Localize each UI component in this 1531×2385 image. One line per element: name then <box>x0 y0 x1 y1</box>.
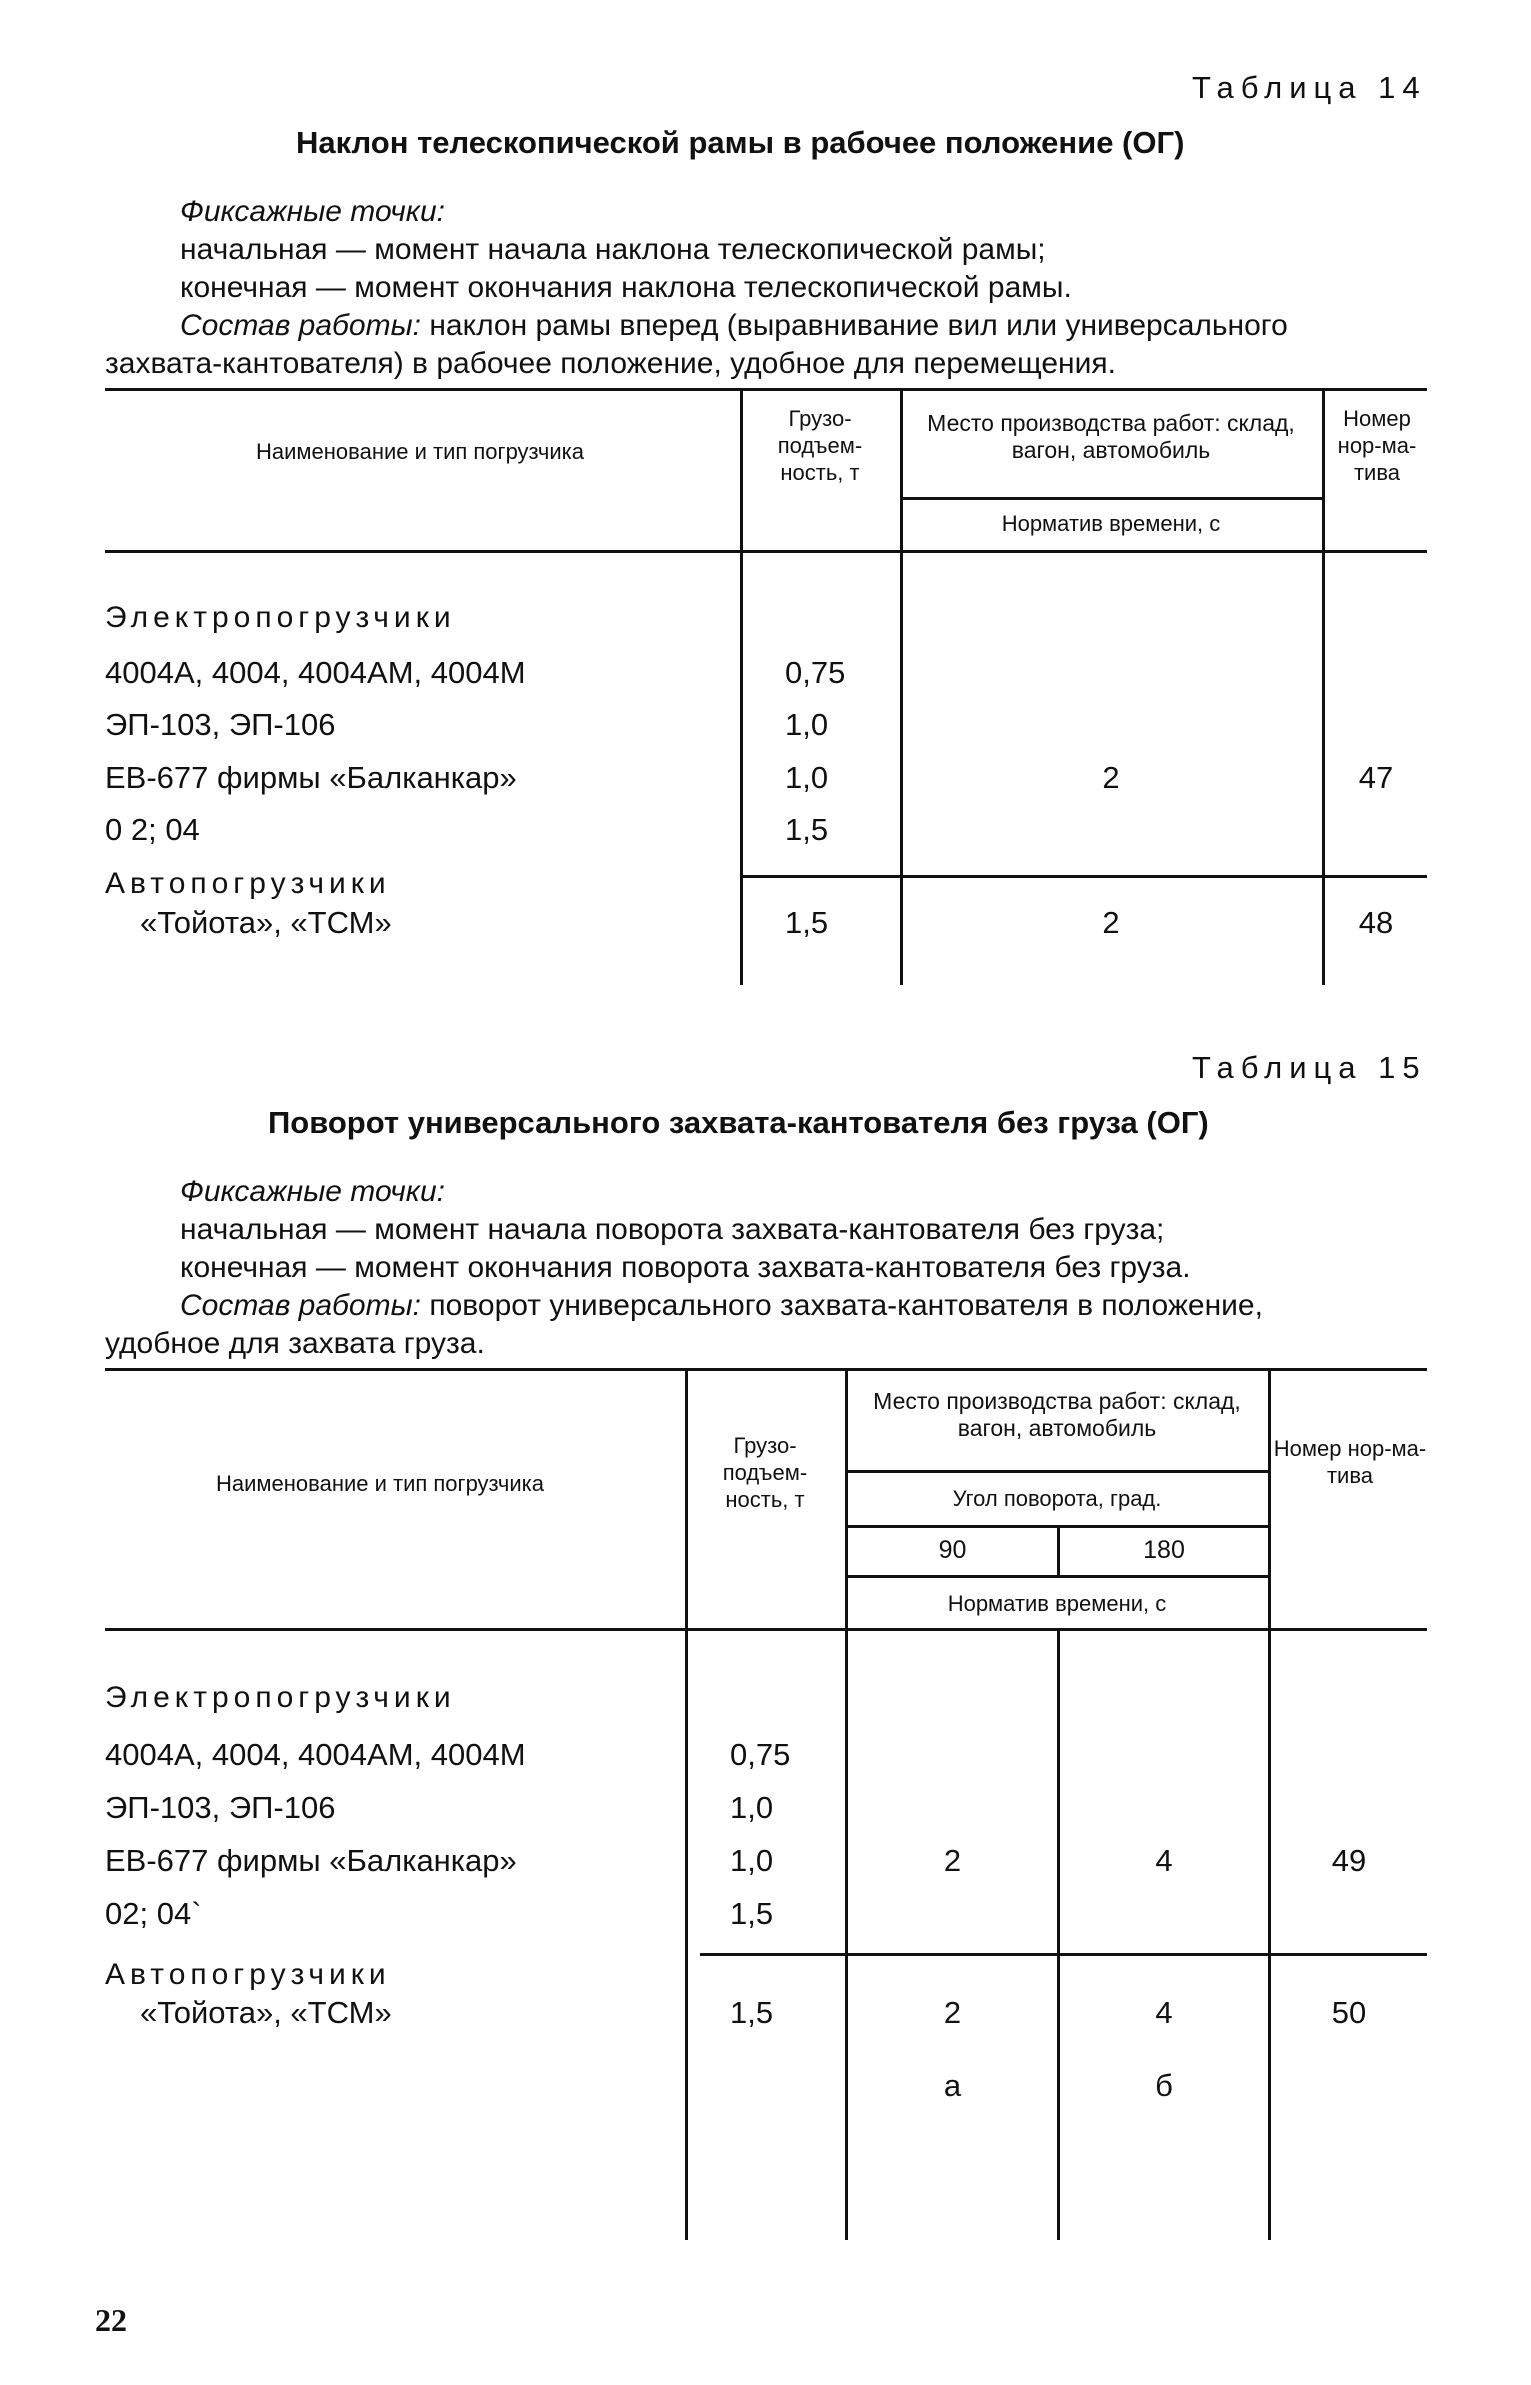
table15-top-rule <box>105 1368 1427 1371</box>
table15-auto-t180: 4 <box>1155 1995 1173 2030</box>
table15-fix-label: Фиксажные точки: <box>180 1175 445 1208</box>
table14-auto-name: «Тойота», «ТСМ» <box>140 905 392 940</box>
table14-col-divider-3 <box>1322 388 1325 985</box>
table15-header-90: 90 <box>938 1536 967 1564</box>
page-number: 22 <box>95 2302 127 2338</box>
table15-auto-name: «Тойота», «ТСМ» <box>140 1995 392 2030</box>
table14-group1-time: 2 <box>1102 760 1120 795</box>
table15-row2-name: ЭП-103, ЭП-106 <box>105 1790 336 1825</box>
table14-label: Таблица 14 <box>1192 70 1427 105</box>
table15-work-line1 <box>180 1289 1263 1323</box>
table15-group-auto: Автопогрузчики <box>105 1958 391 1991</box>
table14-title: Наклон телескопической рамы в рабочее положение (ОГ) <box>296 125 1185 160</box>
table15-row4-name: 02; 04` <box>105 1896 202 1931</box>
table15-auto-number: 50 <box>1331 1995 1367 2030</box>
table15-group1-t180: 4 <box>1155 1843 1173 1878</box>
table14-row1-cap: 0,75 <box>785 655 846 690</box>
table15-group1-number: 49 <box>1331 1843 1367 1878</box>
table15-header-capacity: Грузо-подъем-ность, т <box>722 1433 808 1512</box>
table15-title: Поворот универсального захвата-кантователя без груза (ОГ) <box>268 1105 1209 1140</box>
table14-fix-label: Фиксажные точки: <box>180 195 445 228</box>
table14-col-divider-2 <box>900 388 903 985</box>
table15-auto-t90: 2 <box>943 1995 962 2030</box>
table14-header-place: Место производства работ: склад, вагон, автомобиль <box>927 410 1295 463</box>
table14-work-text1: наклон рамы вперед (выравнивание вил или универсального <box>421 309 1288 342</box>
table15-angle-divider <box>1057 1525 1060 1577</box>
table15-col-letter-a: а <box>943 2068 962 2103</box>
table14-header-norm-time: Норматив времени, с <box>1001 511 1221 536</box>
table15-col-divider-3 <box>1057 1628 1060 2240</box>
table14-work-label: Состав работы: <box>180 309 422 342</box>
table15-row2-cap: 1,0 <box>730 1790 774 1825</box>
table15-row3-cap: 1,0 <box>730 1843 774 1878</box>
table14-auto-number: 48 <box>1358 905 1394 940</box>
table14-auto-time: 2 <box>1102 905 1120 940</box>
table14-group-electro: Электропогрузчики <box>105 601 456 634</box>
table15-header-name: Наименование и тип погрузчика <box>215 1471 545 1496</box>
table14-work-line2: захвата-кантователя) в рабочее положение, удобное для перемещения. <box>105 347 1116 380</box>
table14-fix-end: конечная — момент окончания наклона телескопической рамы. <box>180 271 1072 304</box>
table14-fix-start: начальная — момент начала наклона телескопической рамы; <box>180 233 1046 266</box>
table15-work-line2: удобное для захвата груза. <box>105 1327 485 1360</box>
table14-row4-name: 0 2; 04 <box>105 812 200 847</box>
table15-col-letter-b: б <box>1155 2068 1173 2103</box>
table14-col-divider-1 <box>740 388 743 985</box>
table15-row3-name: ЕВ-677 фирмы «Балканкар» <box>105 1843 517 1878</box>
table15-label: Таблица 15 <box>1192 1050 1427 1085</box>
table14-row4-cap: 1,5 <box>785 812 829 847</box>
table15-row4-cap: 1,5 <box>730 1896 774 1931</box>
table14-subheader-rule <box>900 497 1322 500</box>
table15-work-label: Состав работы: <box>180 1289 422 1322</box>
table15-header-norm-time: Норматив времени, с <box>947 1591 1167 1616</box>
table14-row2-cap: 1,0 <box>785 707 829 742</box>
table15-row1-cap: 0,75 <box>730 1737 791 1772</box>
table14-work-line1 <box>180 309 1288 343</box>
table15-header-bottom-rule <box>105 1628 1427 1631</box>
table15-angle-top-rule <box>845 1470 1270 1473</box>
table14-header-capacity: Грузо-подъем-ность, т <box>777 406 863 485</box>
table15-header-place: Место производства работ: склад, вагон, автомобиль <box>873 1388 1241 1441</box>
table14-top-rule <box>105 388 1427 391</box>
table14-row3-cap: 1,0 <box>785 760 829 795</box>
table14-group-auto: Автопогрузчики <box>105 867 391 900</box>
table14-row1-name: 4004А, 4004, 4004АМ, 4004М <box>105 655 526 690</box>
table15-auto-cap: 1,5 <box>730 1995 774 2030</box>
table15-col-divider-2 <box>845 1368 848 2240</box>
table15-group1-t90: 2 <box>943 1843 962 1878</box>
table15-row1-name: 4004А, 4004, 4004АМ, 4004М <box>105 1737 526 1772</box>
table14-header-name: Наименование и тип погрузчика <box>255 439 585 464</box>
table15-group2-rule <box>700 1953 1427 1956</box>
table14-row2-name: ЭП-103, ЭП-106 <box>105 707 336 742</box>
table14-header-bottom-rule <box>105 550 1427 553</box>
table14-auto-cap: 1,5 <box>785 905 829 940</box>
table15-header-180: 180 <box>1143 1536 1185 1564</box>
table15-header-angle: Угол поворота, град. <box>952 1486 1162 1511</box>
table14-group1-number: 47 <box>1358 760 1394 795</box>
table15-col-divider-1 <box>685 1368 688 2240</box>
table14-row3-name: ЕВ-677 фирмы «Балканкар» <box>105 760 517 795</box>
table15-header-number: Номер нор-ма-тива <box>1273 1436 1427 1488</box>
table15-fix-end: конечная — момент окончания поворота захвата-кантователя без груза. <box>180 1251 1191 1284</box>
table15-group-electro: Электропогрузчики <box>105 1681 456 1714</box>
table14-header-number: Номер нор-ма-тива <box>1337 406 1417 485</box>
table15-col-divider-4 <box>1268 1368 1271 2240</box>
table15-fix-start: начальная — момент начала поворота захвата-кантователя без груза; <box>180 1213 1165 1246</box>
table15-work-text1: поворот универсального захвата-кантователя в положение, <box>421 1289 1263 1322</box>
